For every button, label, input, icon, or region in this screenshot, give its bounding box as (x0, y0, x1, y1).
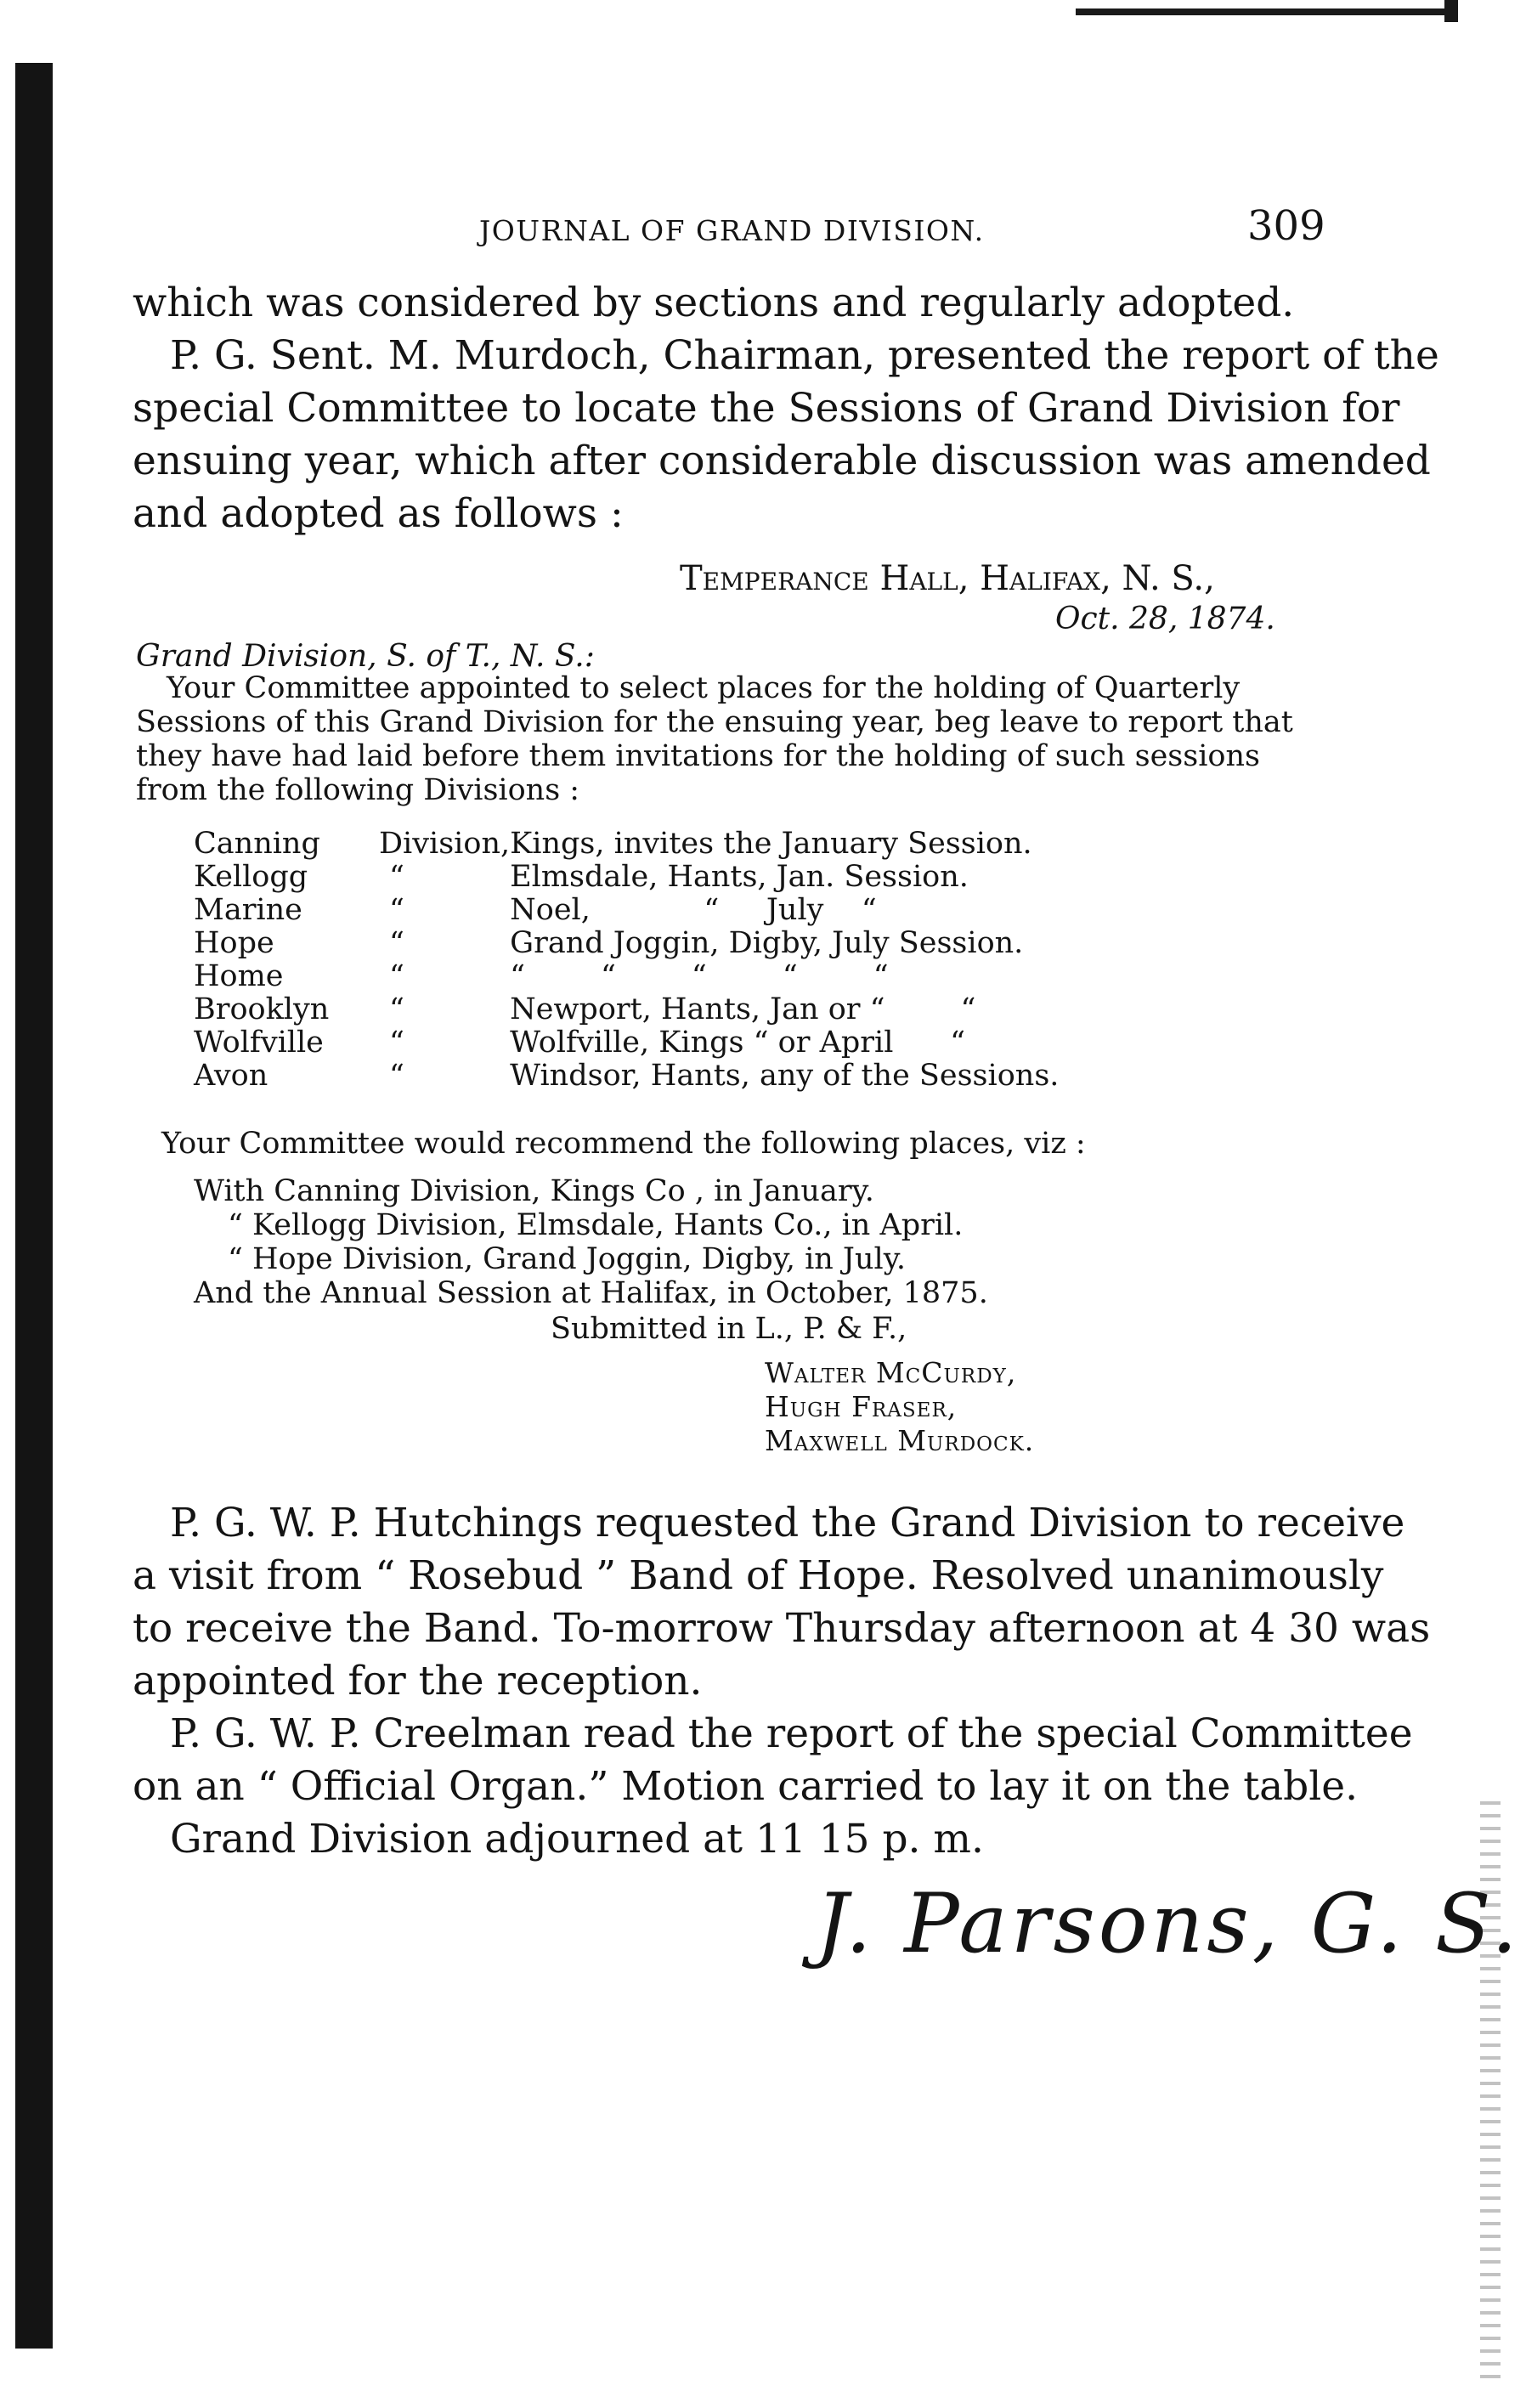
text-line: they have had laid before them invitations for the holding of such sessions (136, 739, 1260, 773)
invitation-details: Grand Joggin, Digby, July Session. (510, 926, 1024, 960)
text-line (133, 1708, 1413, 1761)
table-row (194, 1060, 1059, 1093)
top-rule-mark (1076, 8, 1451, 15)
invitation-details: Windsor, Hants, any of the Sessions. (510, 1059, 1060, 1093)
invitation-details: Noel, “ July “ (510, 893, 877, 927)
text-line-content: P. G. W. P. Creelman read the report of the special Committee (170, 1710, 1413, 1757)
ditto-mark: “ (389, 1059, 404, 1093)
ditto-mark: “ (389, 1026, 404, 1060)
ditto-mark: “ (389, 893, 404, 927)
top-rule-mark (1444, 0, 1458, 22)
division-name: Avon (194, 1059, 268, 1093)
text-line (136, 671, 1293, 705)
report-salutation: Grand Division, S. of T., N. S.: (136, 639, 595, 674)
submitted-line: Submitted in L., P. & F., (551, 1312, 907, 1346)
report-place: Temperance Hall, Halifax, N. S., (680, 559, 1215, 598)
report-intro (136, 671, 1293, 807)
handwritten-signature: J. Parsons, G. S. (816, 1876, 1521, 1971)
text-line: special Committee to locate the Sessions of Grand Division for (133, 385, 1400, 432)
invitation-details: “ “ “ “ “ (510, 959, 889, 993)
text-line-content: P. G. Sent. M. Murdoch, Chairman, presented the report of the (170, 332, 1439, 379)
text-line (133, 1813, 1322, 1866)
text-line: on an “ Official Organ.” Motion carried to lay it on the table. (133, 1763, 1359, 1810)
report-date: Oct. 28, 1874. (1055, 602, 1275, 636)
ditto-mark: “ (389, 959, 404, 993)
binding-shadow (15, 63, 53, 2349)
text-line: ensuing year, which after considerable discussion was amended (133, 438, 1431, 484)
division-name: Hope (194, 926, 274, 960)
table-row (194, 894, 1059, 927)
division-name: Kellogg (194, 860, 308, 894)
division-name: Marine (194, 893, 302, 927)
list-item: “ Kellogg Division, Elmsdale, Hants Co., in April. (228, 1208, 964, 1242)
opening-paragraph-2 (133, 330, 1439, 540)
invitation-details: Elmsdale, Hants, Jan. Session. (510, 860, 969, 894)
list-item: With Canning Division, Kings Co , in January. (194, 1174, 874, 1208)
recommendations-list (194, 1174, 988, 1310)
page-number: 309 (1247, 202, 1325, 250)
division-name: Home (194, 959, 284, 993)
text-line: Sessions of this Grand Division for the ensuing year, beg leave to report that (136, 705, 1293, 739)
text-line: to receive the Band. To-morrow Thursday afternoon at 4 30 was (133, 1605, 1431, 1652)
division-name: Wolfville (194, 1026, 324, 1060)
table-row (194, 960, 1059, 993)
closing-paragraph-3 (133, 1813, 1322, 1866)
list-item: And the Annual Session at Halifax, in October, 1875. (194, 1276, 988, 1310)
division-name: Canning (194, 827, 320, 861)
text-line (133, 1497, 1405, 1550)
recommend-intro: Your Committee would recommend the following places, viz : (161, 1127, 1086, 1161)
closing-paragraph-1 (133, 1497, 1431, 1708)
signatory: Walter McCurdy, (765, 1356, 1017, 1389)
ditto-mark: Division, (379, 827, 511, 861)
ditto-mark: “ (389, 926, 404, 960)
division-name: Brooklyn (194, 992, 330, 1026)
invitation-details: Newport, Hants, Jan or “ “ (510, 992, 976, 1026)
invitations-table (194, 828, 1059, 1093)
text-line: a visit from “ Rosebud ” Band of Hope. Resolved unanimously (133, 1552, 1384, 1599)
ditto-mark: “ (389, 992, 404, 1026)
table-row (194, 993, 1059, 1026)
invitation-details: Wolfville, Kings “ or April “ (510, 1026, 966, 1060)
ditto-mark: “ (389, 860, 404, 894)
invitation-details: Kings, invites the January Session. (510, 827, 1032, 861)
text-line-content: Your Committee appointed to select places for the holding of Quarterly (167, 671, 1241, 705)
text-line: appointed for the reception. (133, 1658, 703, 1704)
running-title: JOURNAL OF GRAND DIVISION. (479, 214, 985, 247)
signatory: Maxwell Murdock. (765, 1424, 1035, 1457)
closing-paragraph-2 (133, 1708, 1413, 1813)
text-line: and adopted as follows : (133, 490, 624, 537)
text-line: which was considered by sections and regularly adopted. (133, 280, 1295, 326)
table-row (194, 927, 1059, 960)
opening-paragraph-1 (133, 277, 1322, 330)
table-row (194, 828, 1059, 861)
text-line: from the following Divisions : (136, 773, 580, 807)
signatory: Hugh Fraser, (765, 1390, 958, 1423)
table-row (194, 1026, 1059, 1060)
text-line-content: P. G. W. P. Hutchings requested the Grand Division to receive (170, 1500, 1405, 1546)
signatories (765, 1356, 1034, 1458)
list-item: “ Hope Division, Grand Joggin, Digby, in July. (228, 1242, 906, 1276)
table-row (194, 861, 1059, 894)
text-line (133, 330, 1439, 382)
text-line-content: Grand Division adjourned at 11 15 p. m. (170, 1816, 984, 1863)
